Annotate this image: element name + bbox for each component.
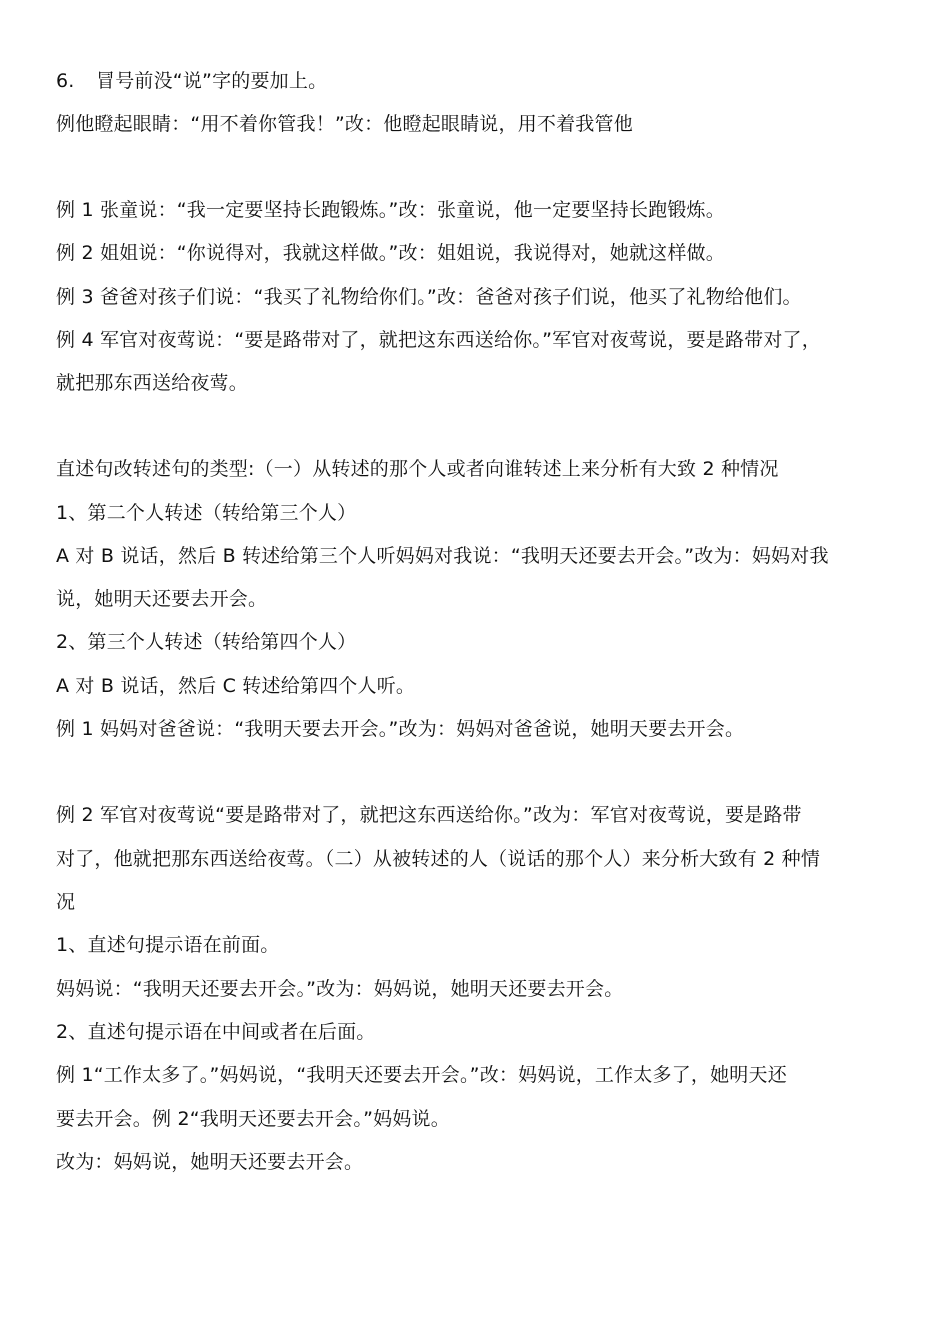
example-4-continuation: 就把那东西送给夜莺。 bbox=[56, 372, 249, 394]
rule-6-line bbox=[56, 68, 896, 94]
rule-text: 冒号前没“说”字的要加上。 bbox=[96, 70, 328, 92]
example-3-line: 例 3 爸爸对孩子们说：“我买了礼物给你们。”改：爸爸对孩子们说，他买了礼物给他们。 bbox=[56, 286, 802, 308]
case-1-description: A 对 B 说话，然后 B 转述给第三个人听妈妈对我说：“我明天还要去开会。”改为：妈妈对我 bbox=[56, 545, 829, 567]
sub-case-2-answer: 改为：妈妈说，她明天还要去开会。 bbox=[56, 1151, 364, 1173]
case-1-continuation: 说，她明天还要去开会。 bbox=[56, 588, 268, 610]
case-2-example-2: 例 2 军官对夜莺说“要是路带对了，就把这东西送给你。”改为：军官对夜莺说，要是路带 bbox=[56, 804, 802, 826]
case-2-description: A 对 B 说话，然后 C 转述给第四个人听。 bbox=[56, 675, 416, 697]
case-1-heading: 1、第二个人转述（转给第三个人） bbox=[56, 502, 357, 524]
sub-case-2-heading: 2、直述句提示语在中间或者在后面。 bbox=[56, 1021, 376, 1043]
case-2-example-1: 例 1 妈妈对爸爸说：“我明天要去开会。”改为：妈妈对爸爸说，她明天要去开会。 bbox=[56, 718, 745, 740]
example-1-line: 例 1 张童说：“我一定要坚持长跑锻炼。”改：张童说，他一定要坚持长跑锻炼。 bbox=[56, 199, 725, 221]
case-2-heading: 2、第三个人转述（转给第四个人） bbox=[56, 631, 357, 653]
example-4-line: 例 4 军官对夜莺说：“要是路带对了，就把这东西送给你。”军官对夜莺说，要是路带对了， bbox=[56, 329, 821, 351]
sub-case-2-example-continuation: 要去开会。例 2“我明天还要去开会。”妈妈说。 bbox=[56, 1108, 450, 1130]
sub-case-1-heading: 1、直述句提示语在前面。 bbox=[56, 934, 280, 956]
example-2-line: 例 2 姐姐说：“你说得对，我就这样做。”改：姐姐说，我说得对，她就这样做。 bbox=[56, 242, 725, 264]
rule-number: 6. bbox=[56, 70, 75, 92]
example-line: 例他瞪起眼睛：“用不着你管我！”改：他瞪起眼睛说，用不着我管他 bbox=[56, 113, 633, 135]
section-heading: 直述句改转述句的类型:（一）从转述的那个人或者向谁转述上来分析有大致 2 种情况 bbox=[56, 458, 779, 480]
case-2-example-2-continuation: 对了，他就把那东西送给夜莺。（二）从被转述的人（说话的那个人）来分析大致有 2 种情 bbox=[56, 848, 821, 870]
case-2-example-2-end: 况 bbox=[56, 891, 76, 913]
sub-case-2-example-1: 例 1“工作太多了。”妈妈说，“我明天还要去开会。”改：妈妈说，工作太多了，她明天还 bbox=[56, 1064, 787, 1086]
sub-case-1-example: 妈妈说：“我明天还要去开会。”改为：妈妈说，她明天还要去开会。 bbox=[56, 978, 624, 1000]
